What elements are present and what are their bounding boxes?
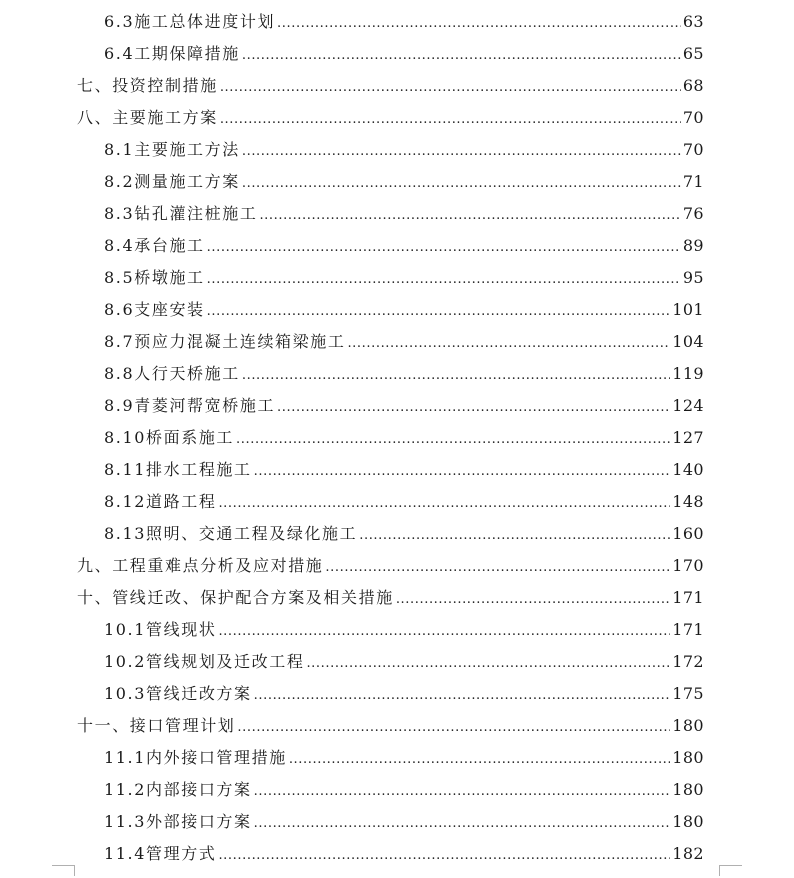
dot-leader <box>325 552 670 584</box>
toc-entry-label: 11.2内部接口方案 <box>104 780 252 799</box>
toc-chapter-entry[interactable] <box>77 550 704 582</box>
toc-entry[interactable] <box>104 390 704 422</box>
toc-entry[interactable] <box>104 838 704 870</box>
toc-entry[interactable] <box>104 326 704 358</box>
toc-entry[interactable] <box>104 358 704 390</box>
toc-entry-page: 175 <box>672 684 704 703</box>
toc-entry-page: 160 <box>672 524 704 543</box>
toc-entry[interactable] <box>104 198 704 230</box>
toc-entry-label: 8.6支座安装 <box>104 300 205 319</box>
dot-leader <box>242 136 681 168</box>
toc-entry-page: 170 <box>672 556 704 575</box>
toc-entry-page: 70 <box>682 108 704 127</box>
toc-entry-page: 119 <box>672 364 704 383</box>
dot-leader <box>242 360 670 392</box>
toc-entry-label: 8.1主要施工方法 <box>104 140 240 159</box>
toc-entry[interactable] <box>104 6 704 38</box>
toc-entry-page: 71 <box>682 172 704 191</box>
toc-entry-label: 6.4工期保障措施 <box>104 44 240 63</box>
dot-leader <box>254 776 671 808</box>
toc-entry-page: 95 <box>682 268 704 287</box>
toc-entry[interactable] <box>104 422 704 454</box>
toc-entry-page: 180 <box>672 780 704 799</box>
toc-entry[interactable] <box>104 806 704 838</box>
toc-entry-label: 10.3管线迁改方案 <box>104 684 252 703</box>
toc-entry-label: 8.2测量施工方案 <box>104 172 240 191</box>
toc-entry-label: 11.3外部接口方案 <box>104 812 252 831</box>
page-corner-mark-left <box>52 865 75 876</box>
toc-entry[interactable] <box>104 678 704 710</box>
dot-leader <box>236 424 670 456</box>
toc-entry-label: 11.1内外接口管理措施 <box>104 748 287 767</box>
dot-leader <box>277 8 681 40</box>
toc-entry-label: 8.8人行天桥施工 <box>104 364 240 383</box>
toc-entry-label: 八、主要施工方案 <box>77 108 218 127</box>
toc-entry-label: 8.11排水工程施工 <box>104 460 252 479</box>
dot-leader <box>289 744 670 776</box>
toc-entry-page: 89 <box>682 236 704 255</box>
dot-leader <box>306 648 670 680</box>
toc-entry-label: 8.12道路工程 <box>104 492 217 511</box>
toc-chapter-entry[interactable] <box>77 582 704 614</box>
dot-leader <box>254 456 671 488</box>
toc-entry-page: 180 <box>672 716 704 735</box>
toc-entry-page: 65 <box>682 44 704 63</box>
dot-leader <box>207 296 671 328</box>
toc-entry-page: 182 <box>672 844 704 863</box>
toc-entry-label: 8.13照明、交通工程及绿化施工 <box>104 524 358 543</box>
toc-entry[interactable] <box>104 614 704 646</box>
toc-entry-page: 124 <box>672 396 704 415</box>
toc-entry-label: 10.1管线现状 <box>104 620 217 639</box>
toc-entry-label: 8.4承台施工 <box>104 236 205 255</box>
toc-entry-label: 七、投资控制措施 <box>77 76 218 95</box>
toc-entry-label: 8.3钻孔灌注桩施工 <box>104 204 258 223</box>
toc-entry-page: 180 <box>672 748 704 767</box>
toc-entry-label: 11.4管理方式 <box>104 844 217 863</box>
dot-leader <box>207 232 681 264</box>
toc-entry-page: 180 <box>672 812 704 831</box>
toc-entry-label: 8.9青菱河帮宽桥施工 <box>104 396 276 415</box>
dot-leader <box>218 488 670 520</box>
toc-entry-page: 63 <box>682 12 704 31</box>
toc-entry[interactable] <box>104 134 704 166</box>
toc-entry[interactable] <box>104 646 704 678</box>
toc-entry-label: 10.2管线规划及迁改工程 <box>104 652 305 671</box>
toc-entry-page: 104 <box>672 332 704 351</box>
dot-leader <box>220 104 681 136</box>
dot-leader <box>396 584 670 616</box>
toc-entry[interactable] <box>104 262 704 294</box>
toc-entry-page: 76 <box>682 204 704 223</box>
toc-entry-page: 148 <box>672 492 704 511</box>
toc-entry-label: 6.3施工总体进度计划 <box>104 12 276 31</box>
dot-leader <box>242 40 681 72</box>
toc-entry-label: 十、管线迁改、保护配合方案及相关措施 <box>77 588 394 607</box>
toc-entry[interactable] <box>104 294 704 326</box>
toc-entry-label: 8.7预应力混凝土连续箱梁施工 <box>104 332 346 351</box>
toc-entry[interactable] <box>104 166 704 198</box>
toc-entry-label: 8.10桥面系施工 <box>104 428 235 447</box>
dot-leader <box>347 328 670 360</box>
toc-entry-page: 172 <box>672 652 704 671</box>
toc-entry-page: 127 <box>672 428 704 447</box>
toc-entry-page: 70 <box>682 140 704 159</box>
dot-leader <box>207 264 681 296</box>
page-corner-mark-right <box>719 865 742 876</box>
dot-leader <box>277 392 670 424</box>
dot-leader <box>254 808 671 840</box>
toc-chapter-entry[interactable] <box>77 70 704 102</box>
dot-leader <box>242 168 681 200</box>
dot-leader <box>237 712 670 744</box>
toc-chapter-entry[interactable] <box>77 102 704 134</box>
dot-leader <box>259 200 680 232</box>
toc-entry[interactable] <box>104 454 704 486</box>
toc-entry[interactable] <box>104 518 704 550</box>
toc-entry-label: 十一、接口管理计划 <box>77 716 236 735</box>
dot-leader <box>359 520 670 552</box>
dot-leader <box>218 840 670 872</box>
toc-entry-page: 101 <box>672 300 704 319</box>
toc-entry-page: 171 <box>672 588 704 607</box>
toc-entry-page: 171 <box>672 620 704 639</box>
toc-entry[interactable] <box>104 742 704 774</box>
toc-entry-label: 九、工程重难点分析及应对措施 <box>77 556 324 575</box>
toc-entry[interactable] <box>104 486 704 518</box>
dot-leader <box>220 72 681 104</box>
toc-entry-page: 68 <box>682 76 704 95</box>
toc-entry-label: 8.5桥墩施工 <box>104 268 205 287</box>
toc-entry-page: 140 <box>672 460 704 479</box>
dot-leader <box>254 680 671 712</box>
toc-entry[interactable] <box>104 230 704 262</box>
toc-entry[interactable] <box>104 774 704 806</box>
toc-chapter-entry[interactable] <box>77 710 704 742</box>
dot-leader <box>218 616 670 648</box>
toc-entry[interactable] <box>104 38 704 70</box>
